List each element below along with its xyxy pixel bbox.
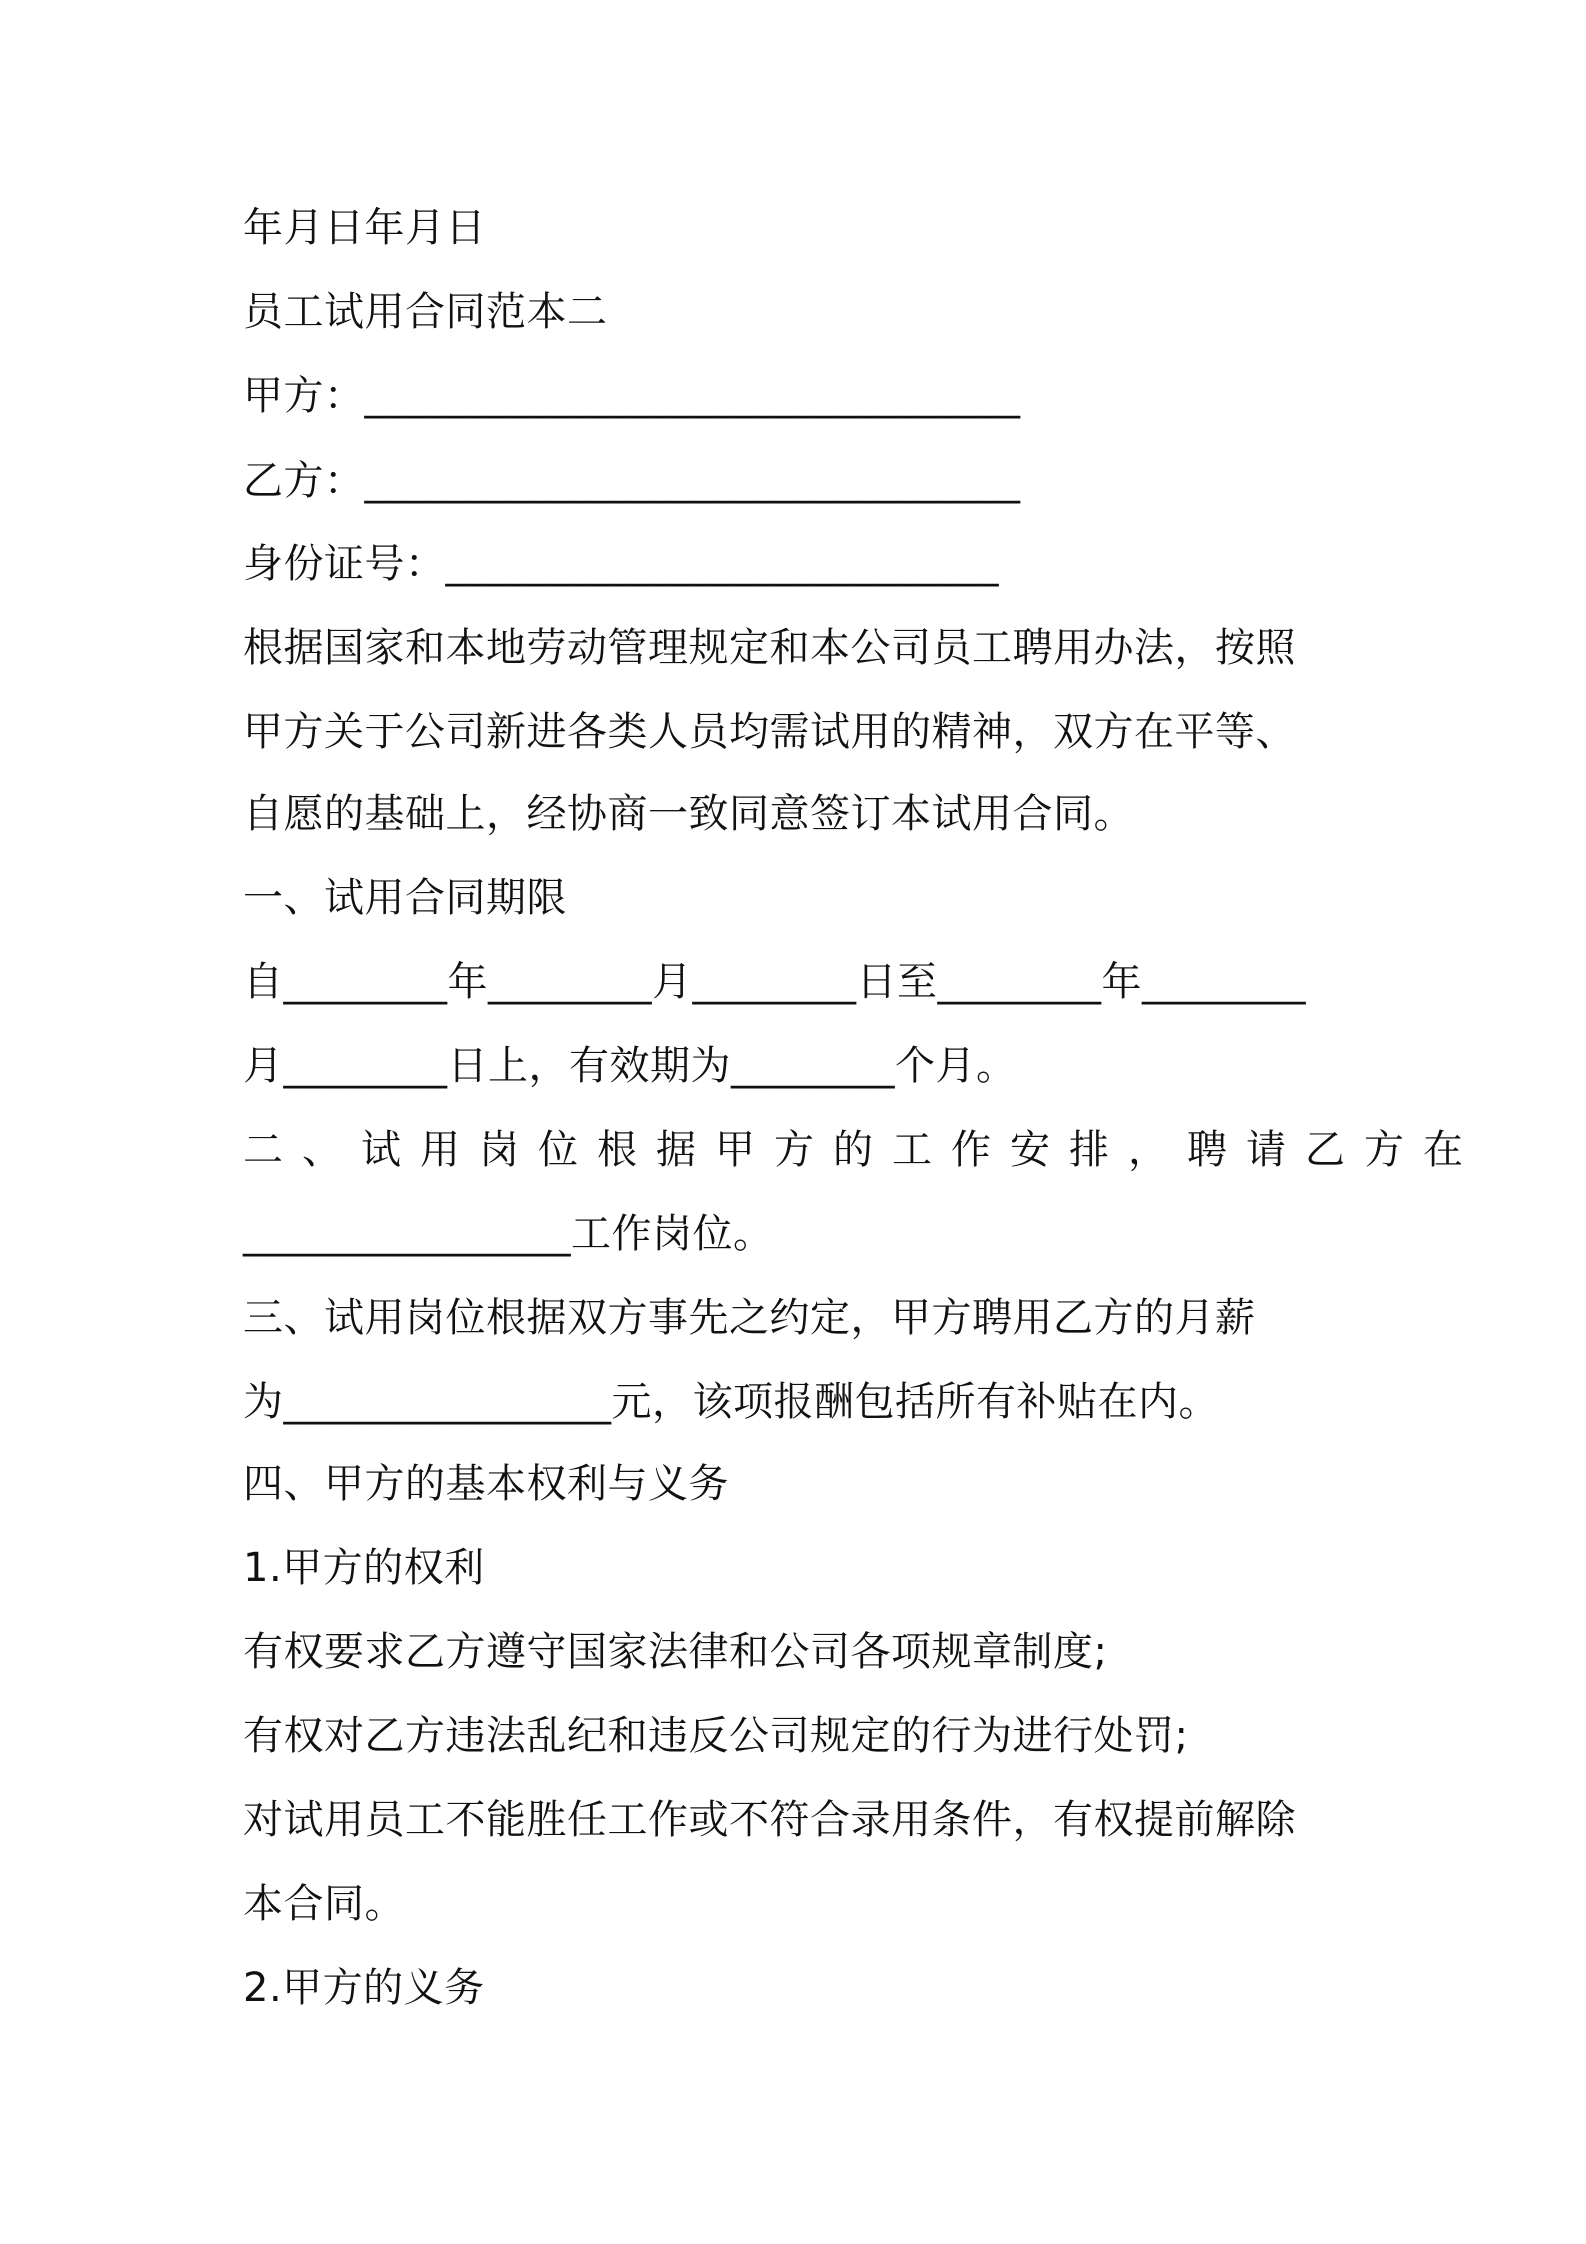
rights-item-3-line-1: 对试用员工不能胜任工作或不符合录用条件，有权提前解除 <box>243 1797 1296 1843</box>
rights-item-3-line-2: 本合同。 <box>243 1881 405 1927</box>
subsection-rights-heading: 1.甲方的权利 <box>243 1545 485 1591</box>
date-line: 年月日年月日 <box>243 205 486 251</box>
rights-item-2: 有权对乙方违法乱纪和违反公司规定的行为进行处罚; <box>243 1713 1189 1759</box>
subsection-obligations-heading: 2.甲方的义务 <box>243 1965 485 2011</box>
intro-paragraph-line-1: 根据国家和本地劳动管理规定和本公司员工聘用办法，按照 <box>243 625 1296 671</box>
document-title: 员工试用合同范本二 <box>243 289 608 335</box>
section-3-line-2: 为________________元，该项报酬包括所有补贴在内。 <box>243 1379 1219 1425</box>
section-2-line-2: ________________工作岗位。 <box>243 1211 774 1257</box>
section-2-line-1: 二、试用岗位根据甲方的工作安排，聘请乙方在 <box>243 1127 1482 1173</box>
id-number-line: 身份证号：___________________________ <box>243 541 999 587</box>
section-1-heading: 一、试用合同期限 <box>243 875 567 921</box>
rights-item-1: 有权要求乙方遵守国家法律和公司各项规章制度; <box>243 1629 1108 1675</box>
intro-paragraph-line-3: 自愿的基础上，经协商一致同意签订本试用合同。 <box>243 791 1134 837</box>
trial-period-line-2: 月________日上，有效期为________个月。 <box>243 1043 1017 1089</box>
section-4-heading: 四、甲方的基本权利与义务 <box>243 1461 729 1507</box>
section-3-line-1: 三、试用岗位根据双方事先之约定，甲方聘用乙方的月薪 <box>243 1295 1256 1341</box>
intro-paragraph-line-2: 甲方关于公司新进各类人员均需试用的精神，双方在平等、 <box>243 709 1296 755</box>
trial-period-line-1: 自________年________月________日至________年________ <box>243 959 1306 1005</box>
party-a-line: 甲方：________________________________ <box>243 373 1021 419</box>
party-b-line: 乙方：________________________________ <box>243 458 1021 504</box>
